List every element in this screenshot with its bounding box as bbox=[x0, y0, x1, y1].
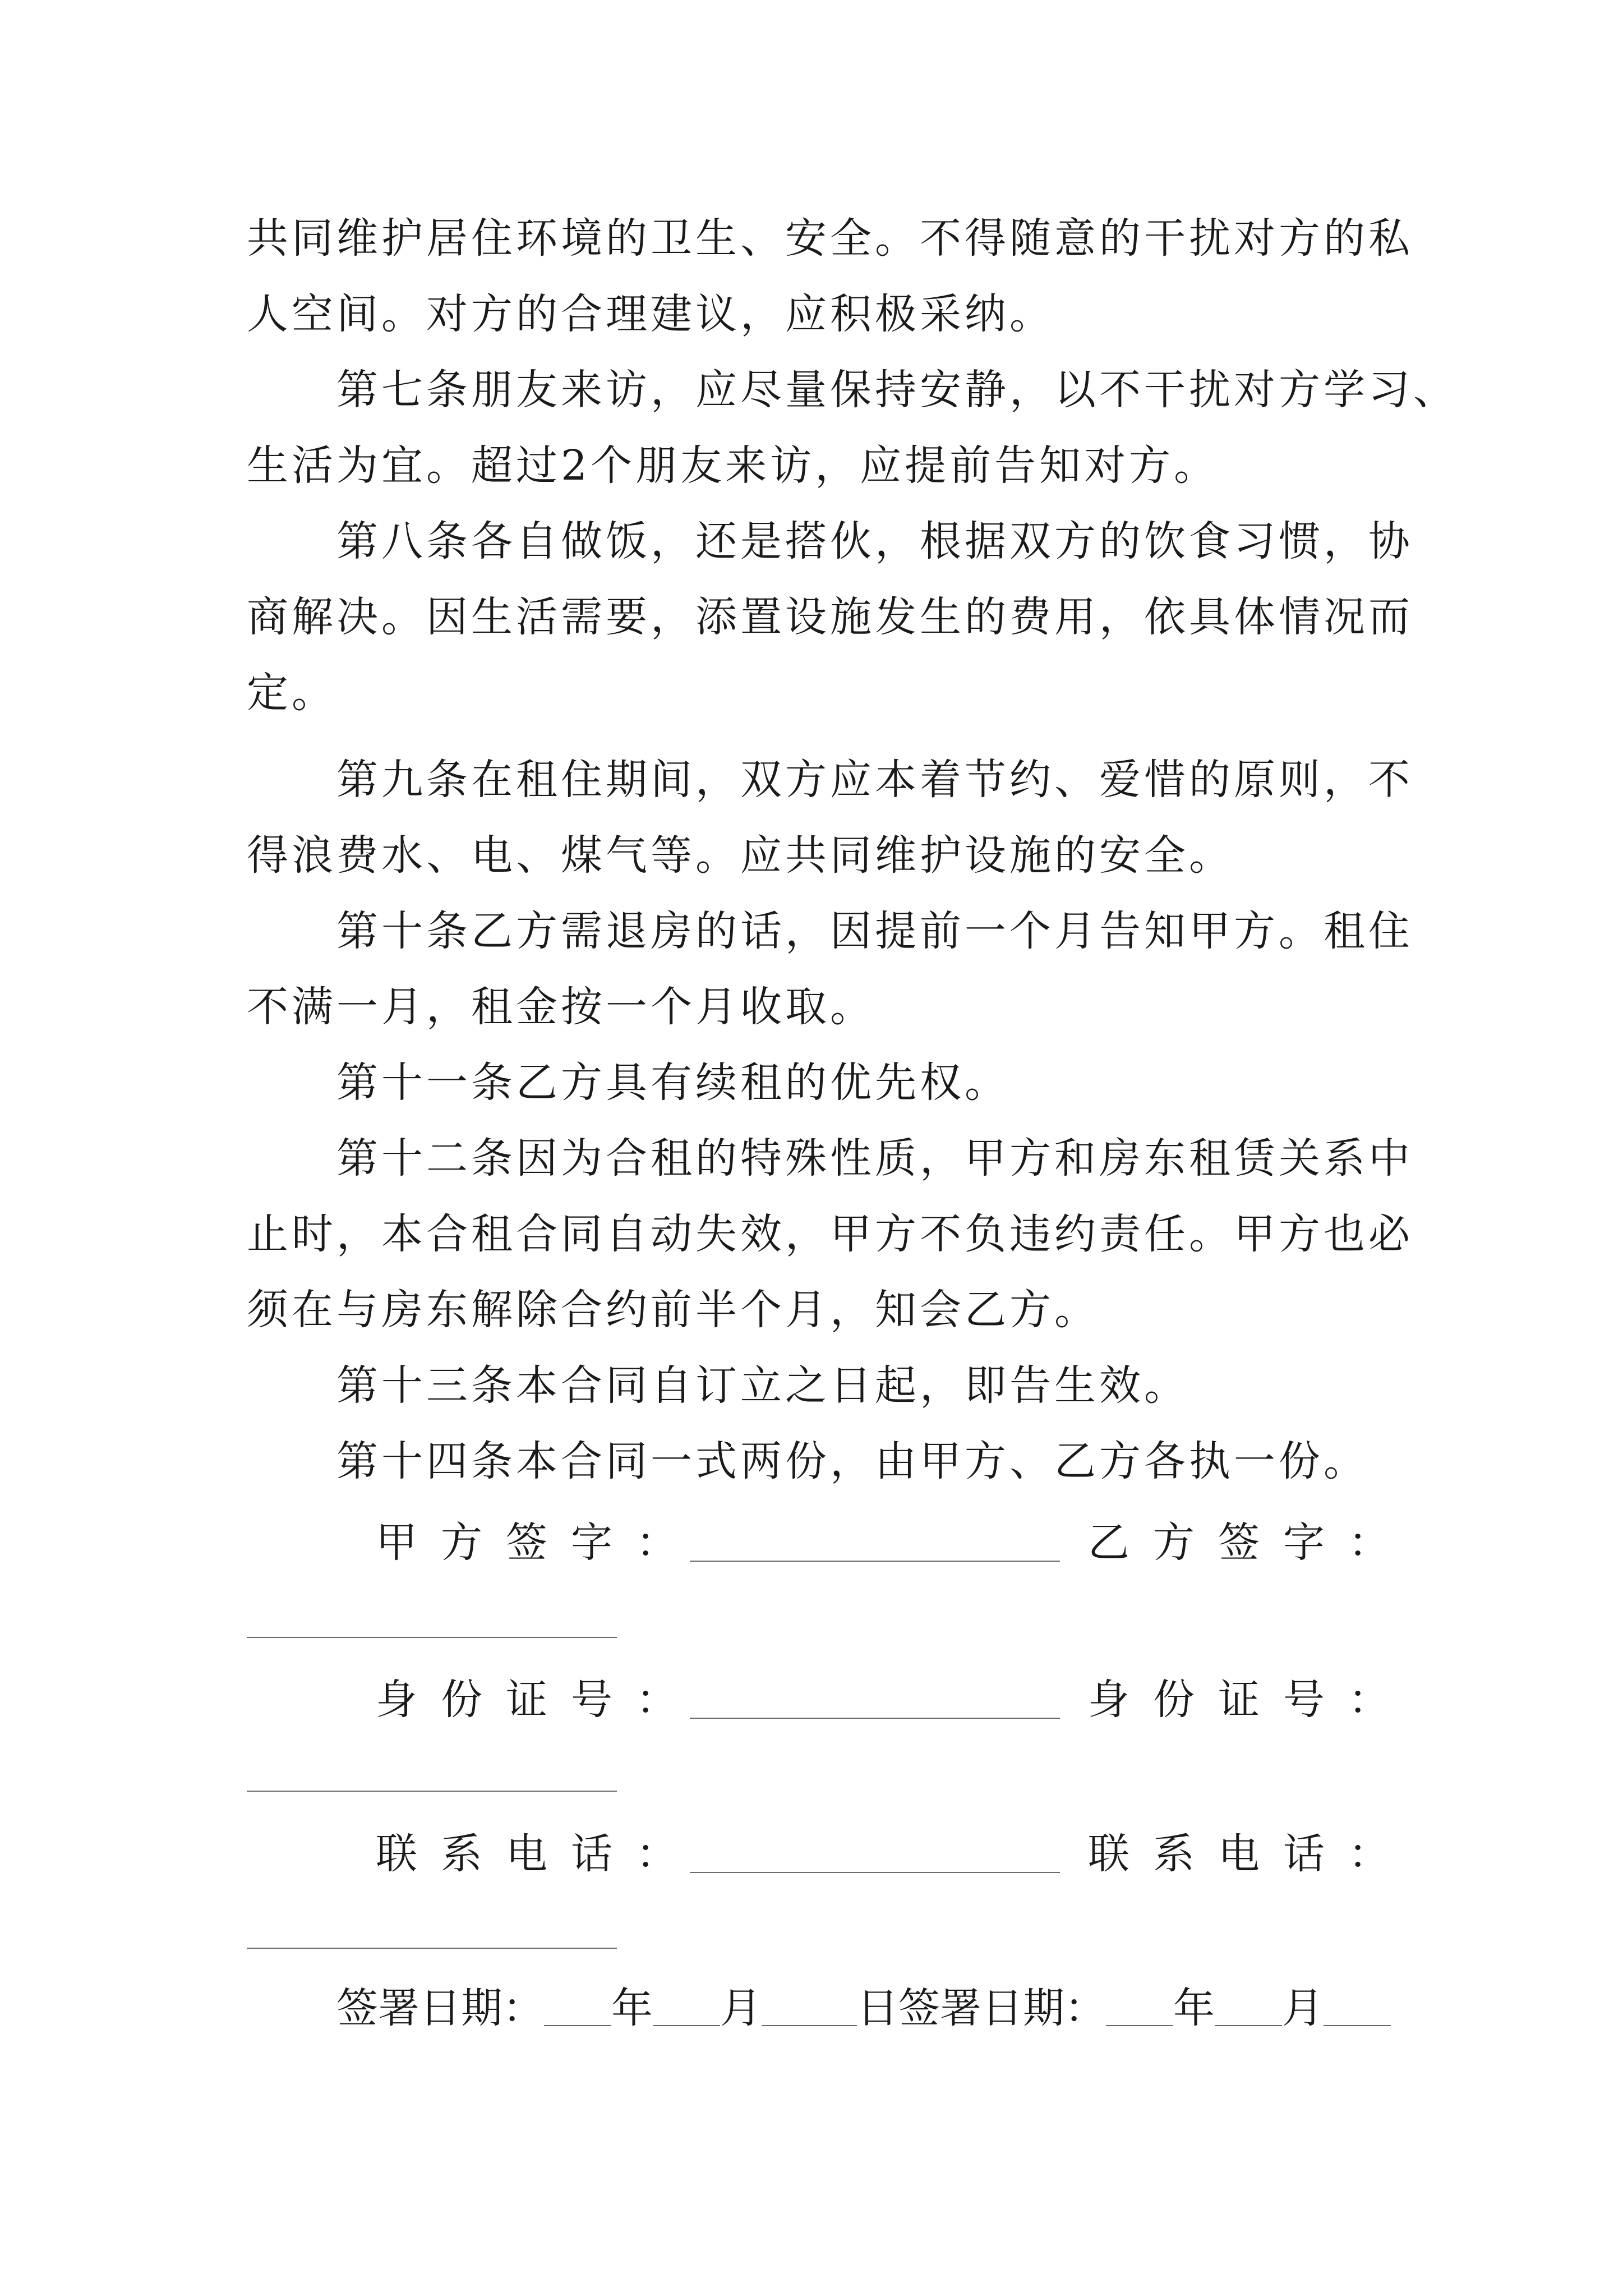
date-label-b: 签署日期： bbox=[898, 1984, 1106, 2032]
month-label-a: 月 bbox=[720, 1984, 762, 2032]
party-b-phone-label: 联系电话： bbox=[1088, 1830, 1413, 1878]
party-a-phone-label: 联系电话： bbox=[376, 1830, 701, 1878]
paragraph-line: 共同维护居住环境的卫生、安全。不得随意的干扰对方的私 bbox=[247, 214, 1413, 263]
party-b-phone-blank[interactable] bbox=[247, 1948, 617, 1949]
id-row bbox=[376, 1672, 1413, 1728]
paragraph-line: 止时，本合租合同自动失效，甲方不负违约责任。甲方也必 bbox=[247, 1210, 1413, 1258]
month-blank-b[interactable] bbox=[1215, 1980, 1282, 2026]
paragraph-line: 得浪费水、电、煤气等。应共同维护设施的安全。 bbox=[247, 831, 1234, 880]
clause-13: 第十三条本合同自订立之日起，即告生效。 bbox=[336, 1361, 1189, 1410]
paragraph-line: 定。 bbox=[247, 669, 336, 717]
party-b-sign-label: 乙方签字： bbox=[1088, 1519, 1413, 1567]
day-blank-b[interactable] bbox=[1324, 1980, 1391, 2026]
year-label-b: 年 bbox=[1173, 1984, 1215, 2032]
party-b-sign-blank[interactable] bbox=[247, 1637, 617, 1638]
clause-12: 第十二条因为合租的特殊性质，甲方和房东租赁关系中 bbox=[336, 1134, 1413, 1182]
party-b-id-blank[interactable] bbox=[247, 1791, 617, 1792]
clause-8: 第八条各自做饭，还是搭伙，根据双方的饮食习惯，协 bbox=[336, 517, 1413, 565]
year-label-a: 年 bbox=[611, 1984, 653, 2032]
date-label-a: 签署日期： bbox=[336, 1984, 544, 2032]
signature-row bbox=[376, 1515, 1413, 1571]
party-a-id-blank[interactable] bbox=[690, 1718, 1060, 1719]
party-a-phone-blank[interactable] bbox=[690, 1872, 1060, 1873]
party-a-sign-label: 甲方签字： bbox=[376, 1519, 701, 1567]
party-a-sign-blank[interactable] bbox=[690, 1561, 1060, 1562]
month-blank-a[interactable] bbox=[653, 1980, 720, 2026]
clause-9: 第九条在租住期间，双方应本着节约、爱惜的原则，不 bbox=[336, 756, 1413, 804]
party-b-id-label: 身份证号： bbox=[1088, 1676, 1413, 1724]
paragraph-line: 生活为宜。超过2个朋友来访，应提前告知对方。 bbox=[247, 441, 1219, 490]
clause-7: 第七条朋友来访，应尽量保持安静，以不干扰对方学习、 bbox=[336, 366, 1458, 414]
paragraph-line: 不满一月，租金按一个月收取。 bbox=[247, 983, 875, 1031]
phone-row bbox=[376, 1826, 1413, 1882]
year-blank-a[interactable] bbox=[544, 1980, 611, 2026]
date-row bbox=[336, 1980, 1391, 2036]
day-blank-a[interactable] bbox=[762, 1980, 857, 2026]
paragraph-line: 人空间。对方的合理建议，应积极采纳。 bbox=[247, 290, 1054, 338]
month-label-b: 月 bbox=[1282, 1984, 1324, 2032]
year-blank-b[interactable] bbox=[1106, 1980, 1173, 2026]
party-a-id-label: 身份证号： bbox=[376, 1676, 701, 1724]
day-label-a: 日 bbox=[857, 1984, 898, 2032]
paragraph-line: 须在与房东解除合约前半个月，知会乙方。 bbox=[247, 1286, 1099, 1334]
clause-10: 第十条乙方需退房的话，因提前一个月告知甲方。租住 bbox=[336, 907, 1413, 955]
clause-14: 第十四条本合同一式两份，由甲方、乙方各执一份。 bbox=[336, 1437, 1368, 1485]
clause-11: 第十一条乙方具有续租的优先权。 bbox=[336, 1059, 1009, 1107]
paragraph-line: 商解决。因生活需要，添置设施发生的费用，依具体情况而 bbox=[247, 593, 1413, 641]
